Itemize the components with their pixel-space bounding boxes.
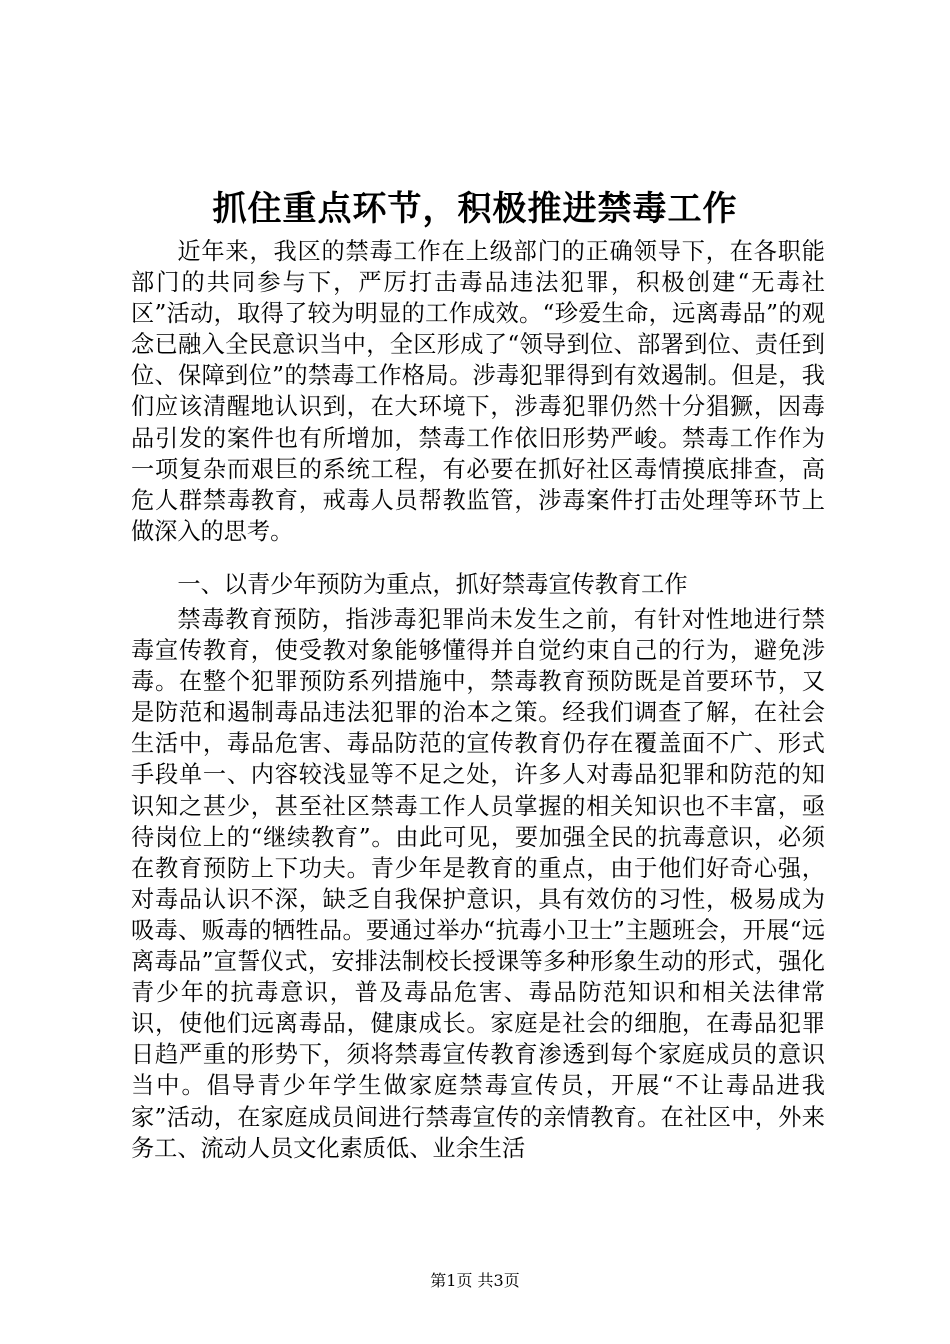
page-number-footer: 第1页 共3页 — [430, 1271, 520, 1290]
intro-paragraph: 近年来，我区的禁毒工作在上级部门的正确领导下，在各职能部门的共同参与下，严厉打击毒品违法犯罪，积极创建“无毒社区”活动，取得了较为明显的工作成效。“珍爱生命，远离毒品”的观念已融入全民意识当中，全区形成了“领导到位、部署到位、责任到位、保障到位”的禁毒工作格局。涉毒犯罪得到有效遏制。但是，我们应该清醒地认识到，在大环境下，涉毒犯罪仍然十分猖獗，因毒品引发的案件也有所增加，禁毒工作依旧形势严峻。禁毒工作作为一项复杂而艰巨的系统工程，有必要在抓好社区毒情摸底排查，高危人群禁毒教育，戒毒人员帮教监管，涉毒案件打击处理等环节上做深入的思考。 — [131, 238, 825, 545]
section-heading: 一、以青少年预防为重点，抓好禁毒宣传教育工作 — [177, 571, 688, 598]
section-paragraph: 禁毒教育预防，指涉毒犯罪尚未发生之前，有针对性地进行禁毒宣传教育，使受教对象能够懂得并自觉约束自己的行为，避免涉毒。在整个犯罪预防系列措施中，禁毒教育预防既是首要环节，又是防范和遏制毒品违法犯罪的治本之策。经我们调查了解，在社会生活中，毒品危害、毒品防范的宣传教育仍存在覆盖面不广、形式手段单一、内容较浅显等不足之处，许多人对毒品犯罪和防范的知识知之甚少，甚至社区禁毒工作人员掌握的相关知识也不丰富，亟待岗位上的“继续教育”。由此可见，要加强全民的抗毒意识，必须在教育预防上下功夫。青少年是教育的重点，由于他们好奇心强，对毒品认识不深，缺乏自我保护意识，具有效仿的习性，极易成为吸毒、贩毒的牺牲品。要通过举办“抗毒小卫士”主题班会，开展“远离毒品”宣誓仪式，安排法制校长授课等多种形象生动的形式，强化青少年的抗毒意识，普及毒品危害、毒品防范知识和相关法律常识，使他们远离毒品，健康成长。家庭是社会的细胞，在毒品犯罪日趋严重的形势下，须将禁毒宣传教育渗透到每个家庭成员的意识当中。倡导青少年学生做家庭禁毒宣传员，开展“不让毒品进我家”活动，在家庭成员间进行禁毒宣传的亲情教育。在社区中，外来务工、流动人员文化素质低、业余生活 — [131, 606, 825, 1162]
document-title: 抓住重点环节，积极推进禁毒工作 — [212, 189, 738, 229]
